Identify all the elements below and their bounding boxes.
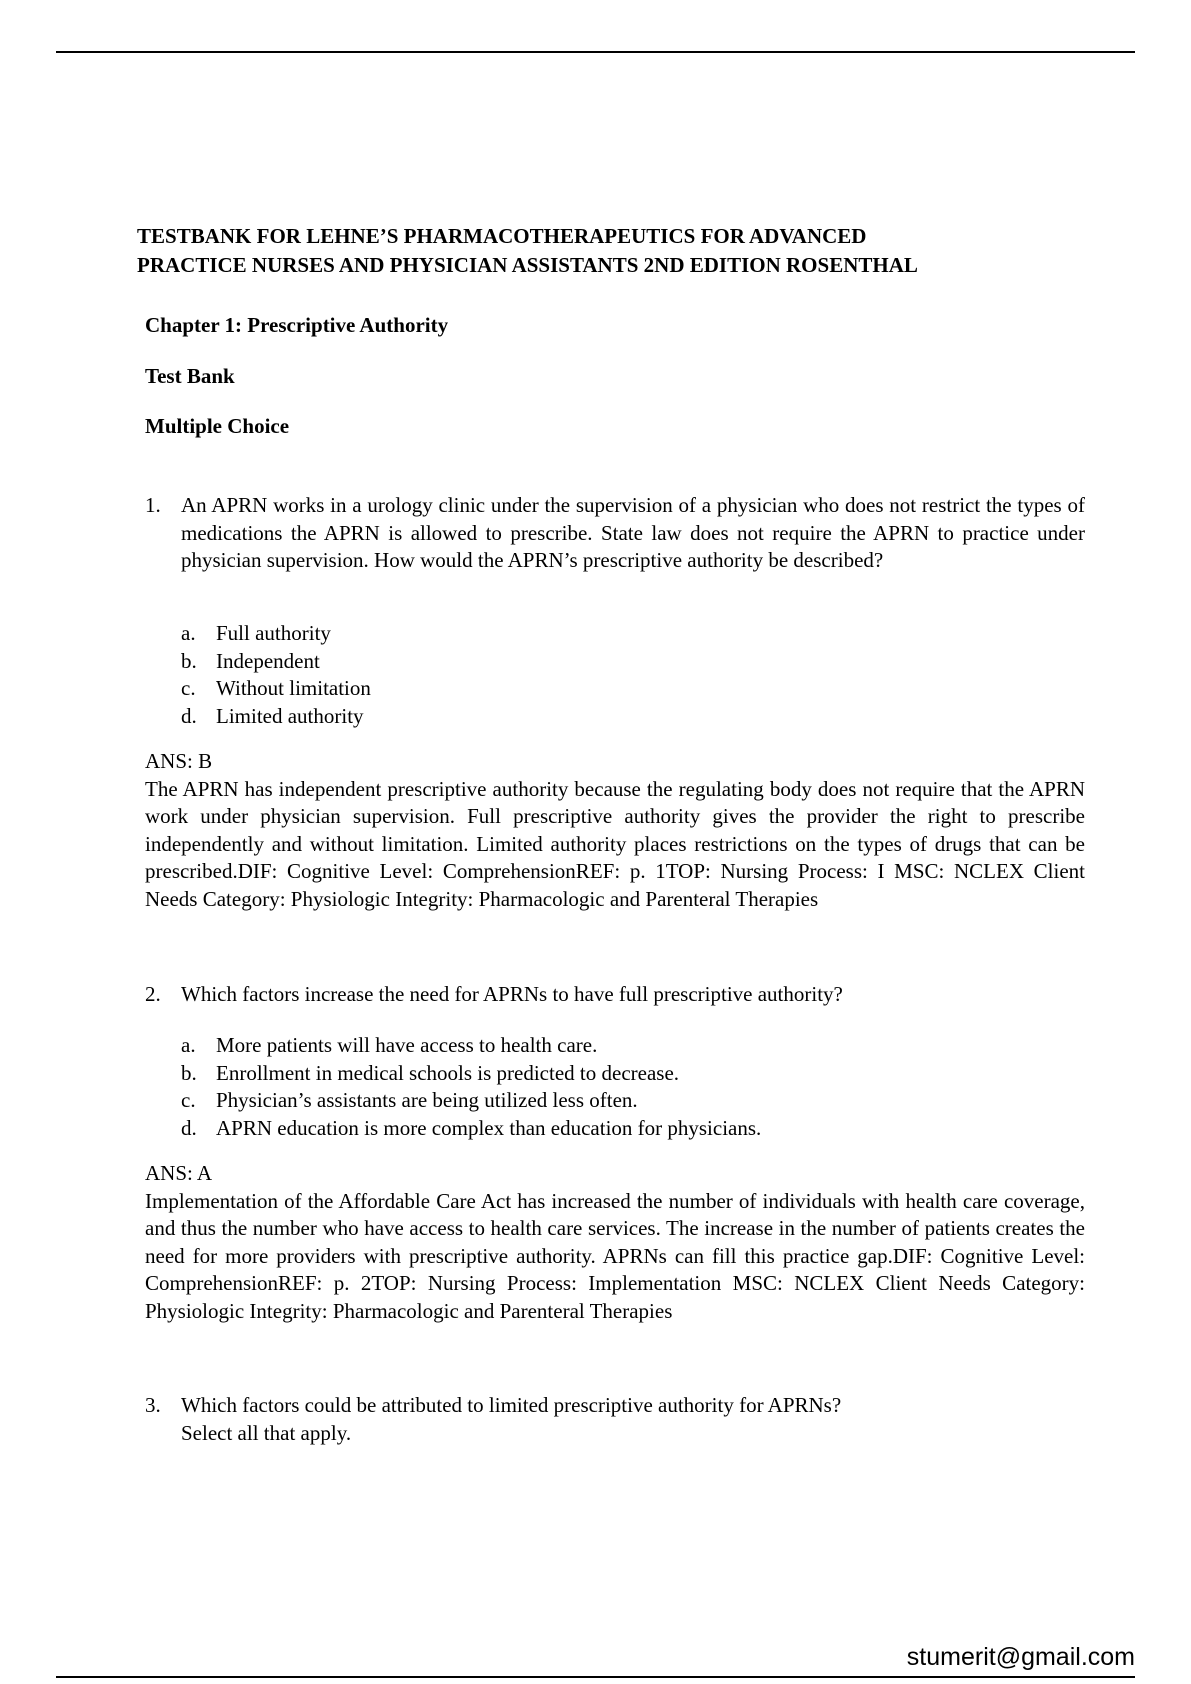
answer-rationale: Implementation of the Affordable Care Act has increased the number of individuals with health care coverage, and thus the number who have access to health care services. The increase in the number of patients creates the need for more providers with prescriptive authority. APRNs can fill this practice gap.DIF: Cognitive Level: ComprehensionREF: p. 2TOP: Nursing Process: Implementation MSC: NCLEX Client Needs Category: Physiologic Integrity: Pharmacologic and Parenteral Therapies	[145, 1188, 1085, 1323]
document-title	[137, 222, 1117, 280]
question-text: An APRN works in a urology clinic under the supervision of a physician who does not restrict the types of medications the APRN is allowed to prescribe. State law does not require the APRN to practice under physician supervision. How would the APRN’s prescriptive authority be described?	[181, 493, 1085, 572]
question-text: Which factors increase the need for APRNs to have full prescriptive authority?	[181, 982, 843, 1006]
title-line-2: PRACTICE NURSES AND PHYSICIAN ASSISTANTS 2ND EDITION ROSENTHAL	[137, 253, 918, 277]
question-number: 2.	[145, 982, 161, 1006]
choice-letter: b.	[181, 648, 197, 673]
choice-letter: a.	[181, 621, 196, 645]
question-2-answer	[145, 1160, 1085, 1325]
choice-letter: a.	[181, 1033, 196, 1057]
choice-text: Limited authority	[216, 703, 364, 728]
choice-text: Without limitation	[216, 676, 371, 700]
question-instruction: Select all that apply.	[181, 1420, 352, 1445]
question-number: 1.	[145, 493, 161, 517]
footer-email: stumerit@gmail.com	[906, 1643, 1135, 1671]
choice-letter: b.	[181, 1060, 197, 1085]
choice-text: Enrollment in medical schools is predicted to decrease.	[216, 1060, 680, 1085]
choice-letter: d.	[181, 1115, 197, 1140]
question-2-choices	[181, 1032, 761, 1142]
question-1-answer	[145, 748, 1085, 913]
choice-text: More patients will have access to health care.	[216, 1033, 598, 1057]
choice-item	[181, 1087, 761, 1115]
title-line-1: TESTBANK FOR LEHNE’S PHARMACOTHERAPEUTICS FOR ADVANCED	[137, 224, 867, 248]
choice-text: Full authority	[216, 621, 331, 645]
choice-item	[181, 1115, 761, 1143]
choice-item	[181, 675, 371, 703]
choice-item	[181, 648, 371, 676]
answer-key: ANS: B	[145, 749, 213, 773]
question-3	[145, 1392, 1085, 1447]
question-2	[145, 981, 1085, 1009]
bottom-rule	[56, 1676, 1135, 1678]
choice-item	[181, 1060, 761, 1088]
choice-letter: c.	[181, 676, 196, 700]
section-heading: Test Bank	[145, 364, 235, 388]
answer-rationale: The APRN has independent prescriptive authority because the regulating body does not require that the APRN work under physician supervision. Full prescriptive authority gives the provider the right to prescribe independently and without limitation. Limited authority places restrictions on the types of drugs that can be prescribed.DIF: Cognitive Level: ComprehensionREF: p. 1TOP: Nursing Process: I MSC: NCLEX Client Needs Category: Physiologic Integrity: Pharmacologic and Parenteral Therapies	[145, 776, 1085, 911]
choice-text: Independent	[216, 648, 320, 673]
choice-item	[181, 1032, 761, 1060]
question-text: Which factors could be attributed to limited prescriptive authority for APRNs?	[181, 1393, 842, 1417]
question-1	[145, 492, 1085, 575]
subsection-heading: Multiple Choice	[145, 414, 290, 438]
choice-letter: c.	[181, 1088, 196, 1112]
choice-item	[181, 703, 371, 731]
question-1-choices	[181, 620, 371, 730]
top-rule	[56, 51, 1135, 53]
answer-key: ANS: A	[145, 1161, 213, 1185]
choice-text: APRN education is more complex than education for physicians.	[216, 1115, 762, 1140]
choice-item	[181, 620, 371, 648]
chapter-heading: Chapter 1: Prescriptive Authority	[145, 313, 449, 337]
question-number: 3.	[145, 1393, 161, 1417]
choice-letter: d.	[181, 703, 197, 728]
choice-text: Physician’s assistants are being utilized less often.	[216, 1088, 638, 1112]
